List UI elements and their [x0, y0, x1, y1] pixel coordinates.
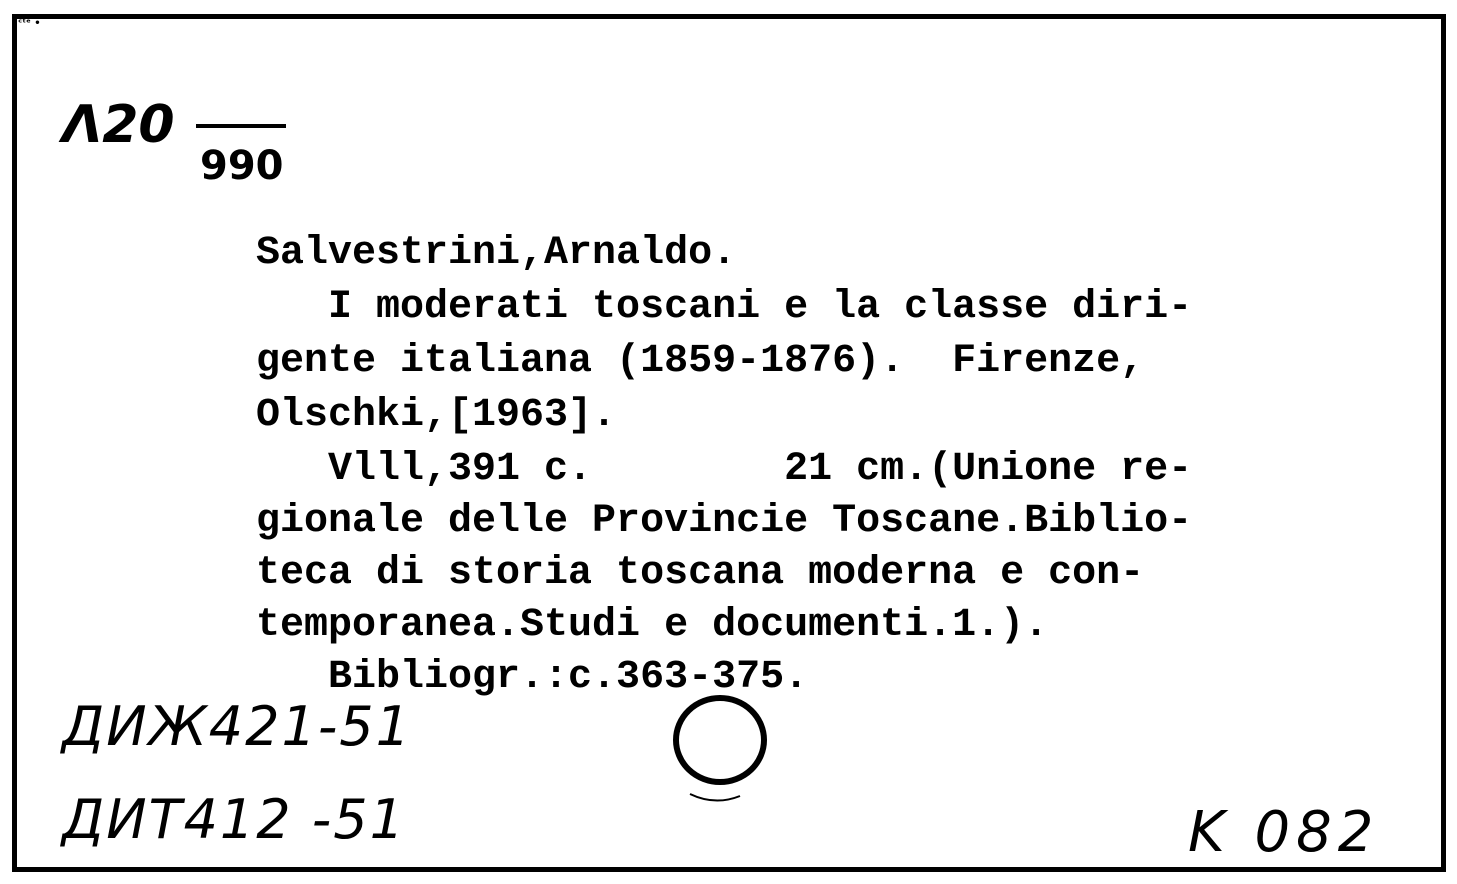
typed-line-title-2: gente italiana (1859-1876). Firenze,	[256, 339, 1145, 384]
inventory-number-1: ДИЖ421-51	[62, 695, 413, 758]
typed-line-bibliography: Bibliogr.:c.363-375.	[256, 655, 809, 700]
inventory-number-2: ДИТ412 -51	[62, 788, 406, 851]
typed-line-pagination: Vlll,391 c. 21 cm.(Unione re-	[256, 447, 1193, 492]
typed-line-author: Salvestrini,Arnaldo.	[256, 231, 737, 276]
typed-line-publisher: Olschki,[1963].	[256, 393, 617, 438]
punch-hole-icon	[670, 694, 780, 804]
typed-line-series-1: gionale delle Provincie Toscane.Biblio-	[256, 499, 1193, 544]
call-number-top: Λ20	[62, 95, 175, 155]
typed-line-series-3: temporanea.Studi e documenti.1.).	[256, 603, 1049, 648]
card-code: K 082	[1188, 800, 1380, 865]
corner-mark: ᶜᵗᵉ •	[18, 18, 41, 29]
typed-line-title-1: I moderati toscani e la classe diri-	[256, 285, 1193, 330]
typed-line-series-2: teca di storia toscana moderna e con-	[256, 551, 1145, 596]
call-number-bottom: 990	[200, 143, 284, 189]
call-number-rule	[196, 124, 286, 128]
